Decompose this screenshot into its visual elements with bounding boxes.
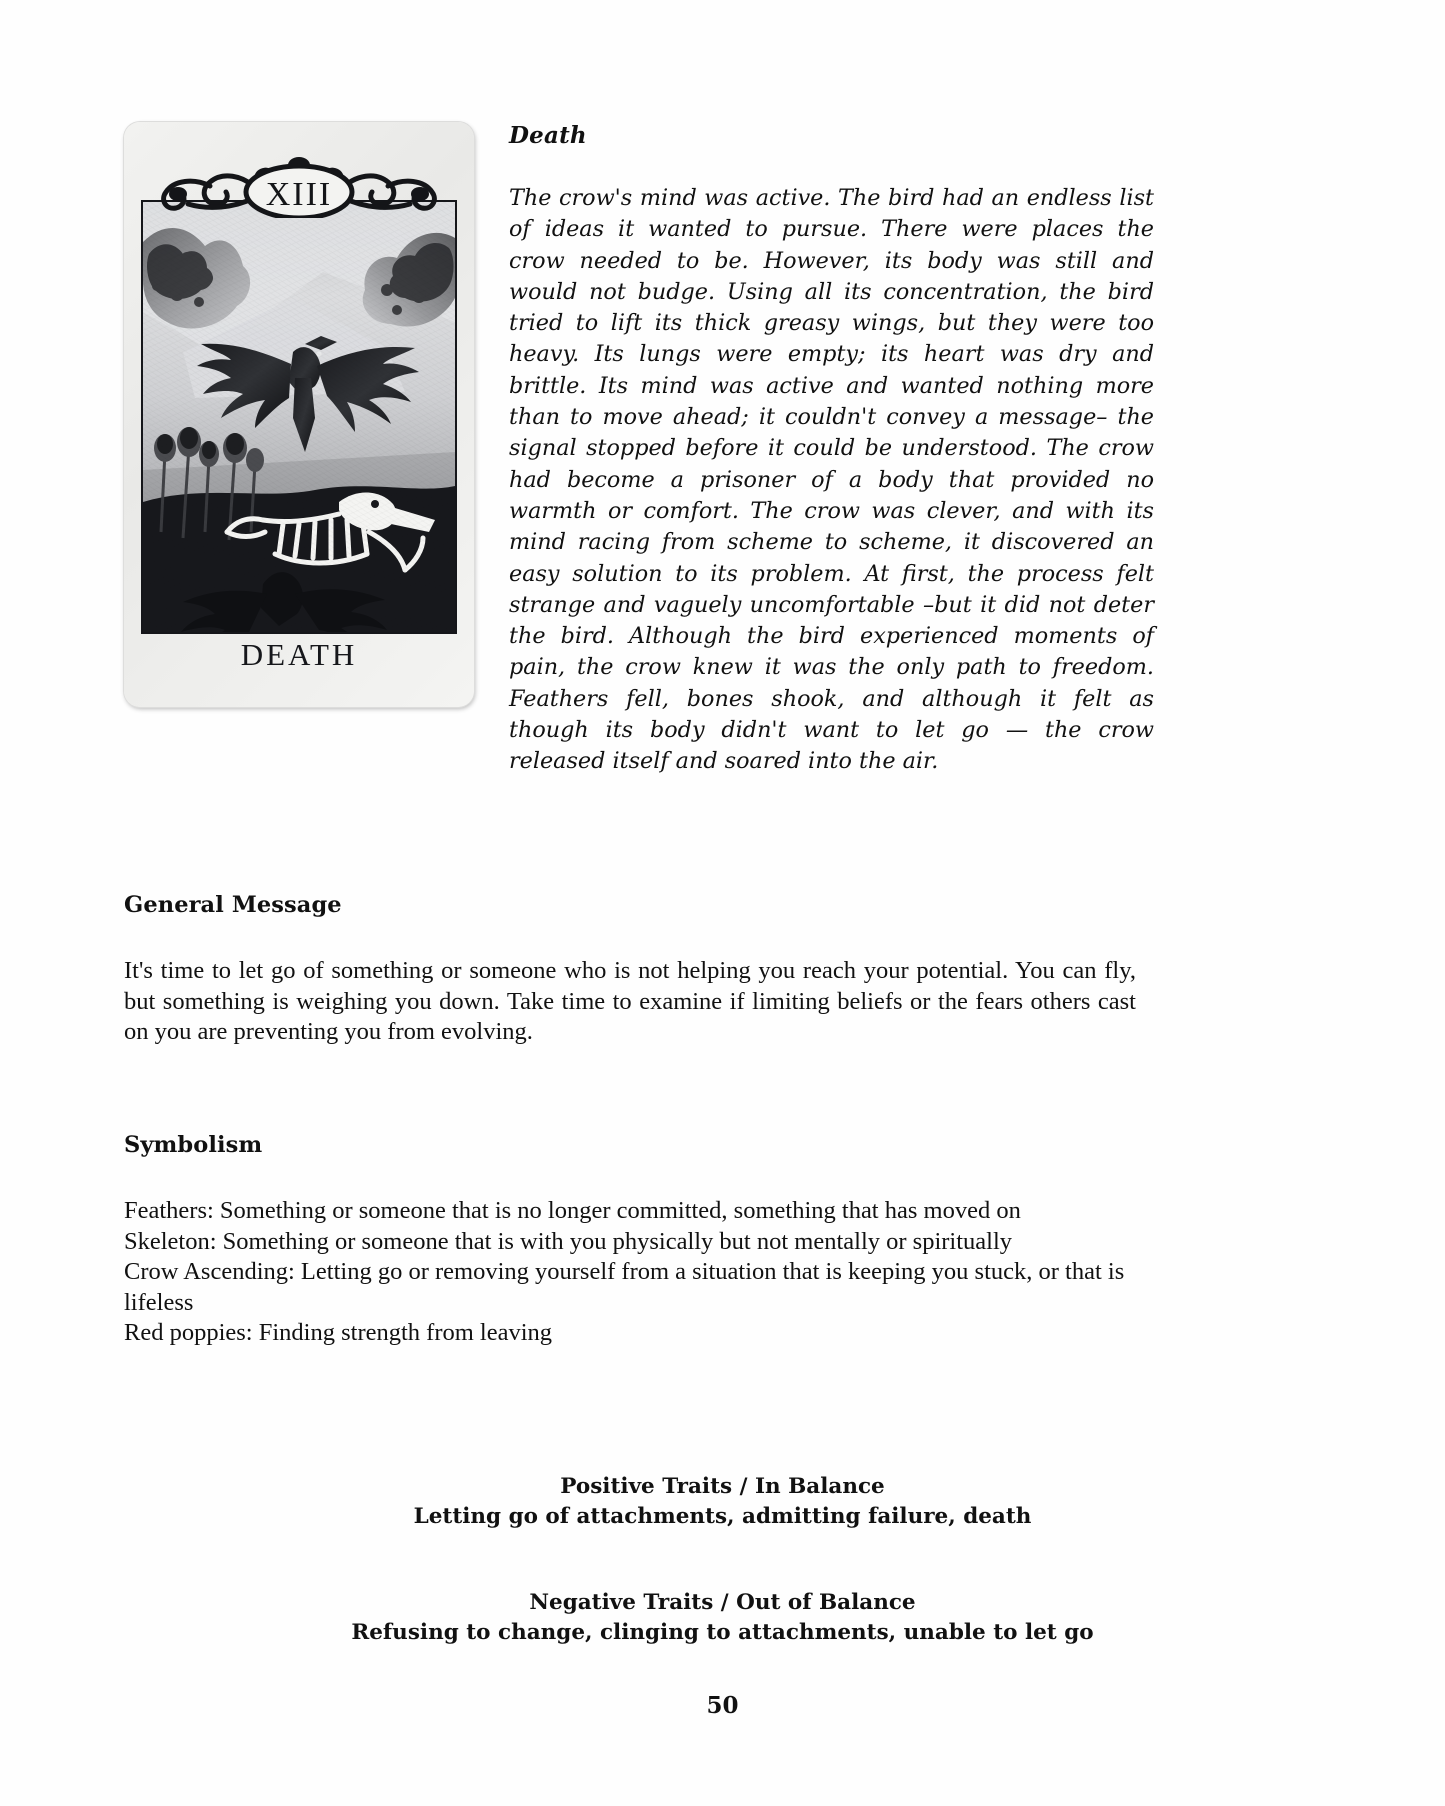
card-title-label: DEATH <box>240 637 358 672</box>
card-numeral-banner <box>138 152 460 218</box>
symbolism-section-heading <box>124 1132 1136 1158</box>
story-title: Death <box>509 122 587 149</box>
story-column <box>509 122 1154 778</box>
negative-traits-title: Negative Traits / Out of Balance <box>529 1590 916 1615</box>
symbolism-section-body <box>124 1196 1136 1349</box>
symbolism-line: Crow Ascending: Letting go or removing yourself from a situation that is keeping you stuck, or that is lifeless <box>124 1258 1125 1316</box>
story-paragraph: The crow's mind was active. The bird had an endless list of ideas it wanted to pursue. There were places the crow needed to be. However, its body was still and would not budge. Using all its concentration, the bird tried to lift its thick greasy wings, but they were too heavy. Its lungs were empty; its heart was dry and brittle. Its mind was active and wanted nothing more than to move ahead; it couldn't convey a message– the signal stopped before it could be understood. The crow had become a prisoner of a body that provided no warmth or comfort. The crow was clever, and with its mind racing from scheme to scheme, it discovered an easy solution to its problem. At first, the process felt strange and vaguely uncomfortable –but it did not deter the bird. Although the bird experienced moments of pain, the crow knew it was the only path to freedom. Feathers fell, bones shook, and although it felt as though its body didn't want to let go — the crow released itself and soared into the air. <box>509 185 1154 775</box>
general-message-section-heading <box>124 892 1136 918</box>
general-message-section-body <box>124 956 1136 1048</box>
symbolism-line: Red poppies: Finding strength from leaving <box>124 1319 553 1346</box>
tarot-card <box>124 122 474 707</box>
symbolism-line: Feathers: Something or someone that is no longer committed, something that has moved on <box>124 1197 1021 1224</box>
positive-traits-title: Positive Traits / In Balance <box>560 1474 885 1499</box>
card-artwork-illustration <box>143 202 455 632</box>
page-number: 50 <box>706 1692 739 1719</box>
card-numeral-text: XIII <box>265 176 333 213</box>
symbolism-heading-text: Symbolism <box>124 1132 263 1158</box>
positive-traits-text: Letting go of attachments, admitting failure, death <box>413 1504 1032 1529</box>
general-message-paragraph: It's time to let go of something or someone who is not helping you reach your potential. You can fly, but something is weighing you down. Take time to examine if limiting beliefs or the fears others cast on you are preventing you from evolving. <box>124 957 1136 1045</box>
general-message-heading-text: General Message <box>124 892 342 918</box>
symbolism-line: Skeleton: Something or someone that is with you physically but not mentally or spiritually <box>124 1227 1013 1255</box>
negative-traits-text: Refusing to change, clinging to attachments, unable to let go <box>351 1620 1094 1645</box>
positive-traits-block <box>0 1472 1445 1532</box>
negative-traits-block <box>0 1588 1445 1648</box>
card-artwork-frame <box>141 200 457 634</box>
